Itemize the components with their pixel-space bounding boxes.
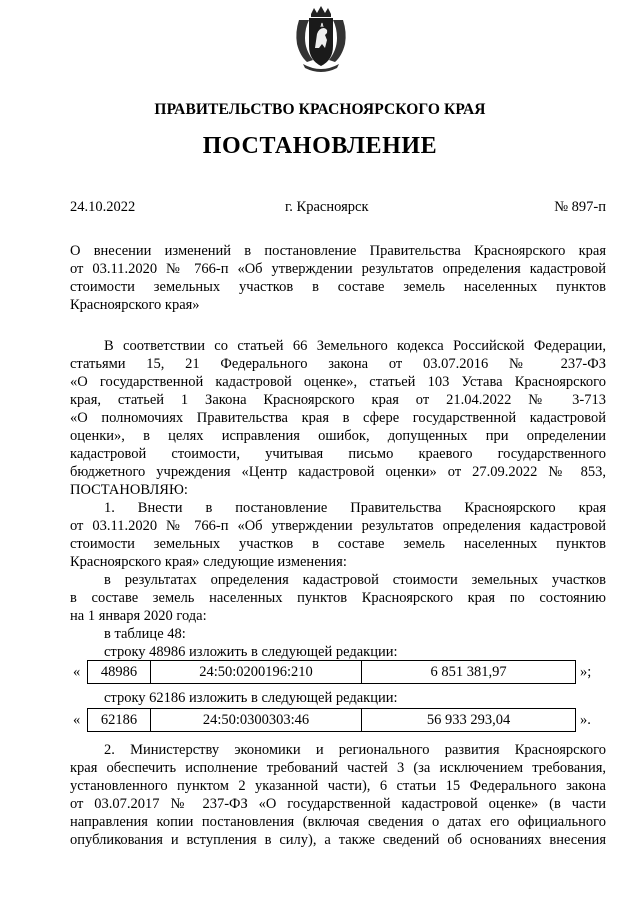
item-2-line: от 03.07.2017 № 237-ФЗ «О государственной кадастровой оценке» (в части [70,796,606,812]
document-date: 24.10.2022 [70,199,136,215]
preamble-line: бюджетного учреждения «Центр кадастровой оценки» от 27.09.2022 № 853, [70,464,606,480]
results-intro-line: в результатах определения кадастровой стоимости земельных участков [104,572,606,588]
item-2 [70,741,606,849]
document-subject [70,242,606,314]
item-2-line: опубликования и вступления в силу), а также сведений об основаниях внесения [70,832,606,848]
table-reference: в таблице 48: [104,626,186,642]
subject-line: О внесении изменений в постановление Правительства Красноярского края [70,243,606,259]
subject-line: от 03.11.2020 № 766-п «Об утверждении результатов определения кадастровой [70,261,606,277]
item-1-line: от 03.11.2020 № 766-п «Об утверждении результатов определения кадастровой [70,518,606,534]
table-row [87,660,576,684]
subject-line: Красноярского края» [70,297,200,313]
document-city: г. Красноярск [285,199,369,215]
row-2-caption: строку 62186 изложить в следующей редакции: [104,690,398,706]
preamble-line: оценки», в целях исправления ошибок, допущенных при определении [70,428,606,444]
close-quote: ». [580,712,591,728]
coat-of-arms-icon [291,4,351,74]
preamble [70,337,606,499]
row-1-caption: строку 48986 изложить в следующей редакции: [104,644,398,660]
item-1-line: Красноярского края» следующие изменения: [70,554,347,570]
item-2-line: направления копии постановления (включая сведения о датах его официального [70,814,606,830]
close-quote: »; [580,664,592,680]
preamble-line: «О полномочиях Правительства края в сфере государственной кадастровой [70,410,606,426]
item-2-line: установленного пунктом 2 указанной части), 6 статьи 15 Федерального закона [70,778,606,794]
government-title: ПРАВИТЕЛЬСТВО КРАСНОЯРСКОГО КРАЯ [154,101,486,118]
document-type-title: ПОСТАНОВЛЕНИЕ [202,133,438,159]
results-intro-line: в составе земель населенных пунктов Красноярского края по состоянию [70,590,606,606]
preamble-line: кадастровой стоимости, учитывая письмо краевого государственного [70,446,606,462]
preamble-line: В соответствии со статьей 66 Земельного кодекса Российской Федерации, [104,338,606,354]
replacement-row-1 [70,660,606,684]
preamble-line: «О государственной кадастровой оценке», статьей 103 Устава Красноярского [70,374,606,390]
decree-word: ПОСТАНОВЛЯЮ: [70,482,188,498]
open-quote: « [73,712,81,728]
preamble-line: края, статьей 1 Закона Красноярского края от 21.04.2022 № 3-713 [70,392,606,408]
row-number-cell: 62186 [88,709,151,731]
cadastral-value-cell: 6 851 381,97 [430,664,507,680]
item-2-line: 2. Министерству экономики и регионального развития Красноярского [104,742,606,758]
results-intro-line: на 1 января 2020 года: [70,608,207,624]
item-1-line: стоимости земельных участков в составе земель населенных пунктов [70,536,606,552]
item-1 [70,499,606,571]
replacement-row-2 [70,708,606,732]
subject-line: стоимости земельных участков в составе земель населенных пунктов [70,279,606,295]
row-number-cell: 48986 [88,661,151,683]
results-intro [70,571,606,625]
preamble-line: статьями 15, 21 Федерального закона от 03.07.2016 № 237-ФЗ [70,356,606,372]
item-1-line: 1. Внести в постановление Правительства Красноярского края [104,500,606,516]
item-2-line: края обеспечить исполнение требований частей 3 (за исключением требования, [70,760,606,776]
open-quote: « [73,664,81,680]
cadastral-number-cell: 24:50:0300303:46 [151,709,362,731]
cadastral-value-cell: 56 933 293,04 [426,712,511,728]
table-row [87,708,576,732]
document-number: № 897-п [554,199,606,215]
cadastral-number-cell: 24:50:0200196:210 [151,661,362,683]
